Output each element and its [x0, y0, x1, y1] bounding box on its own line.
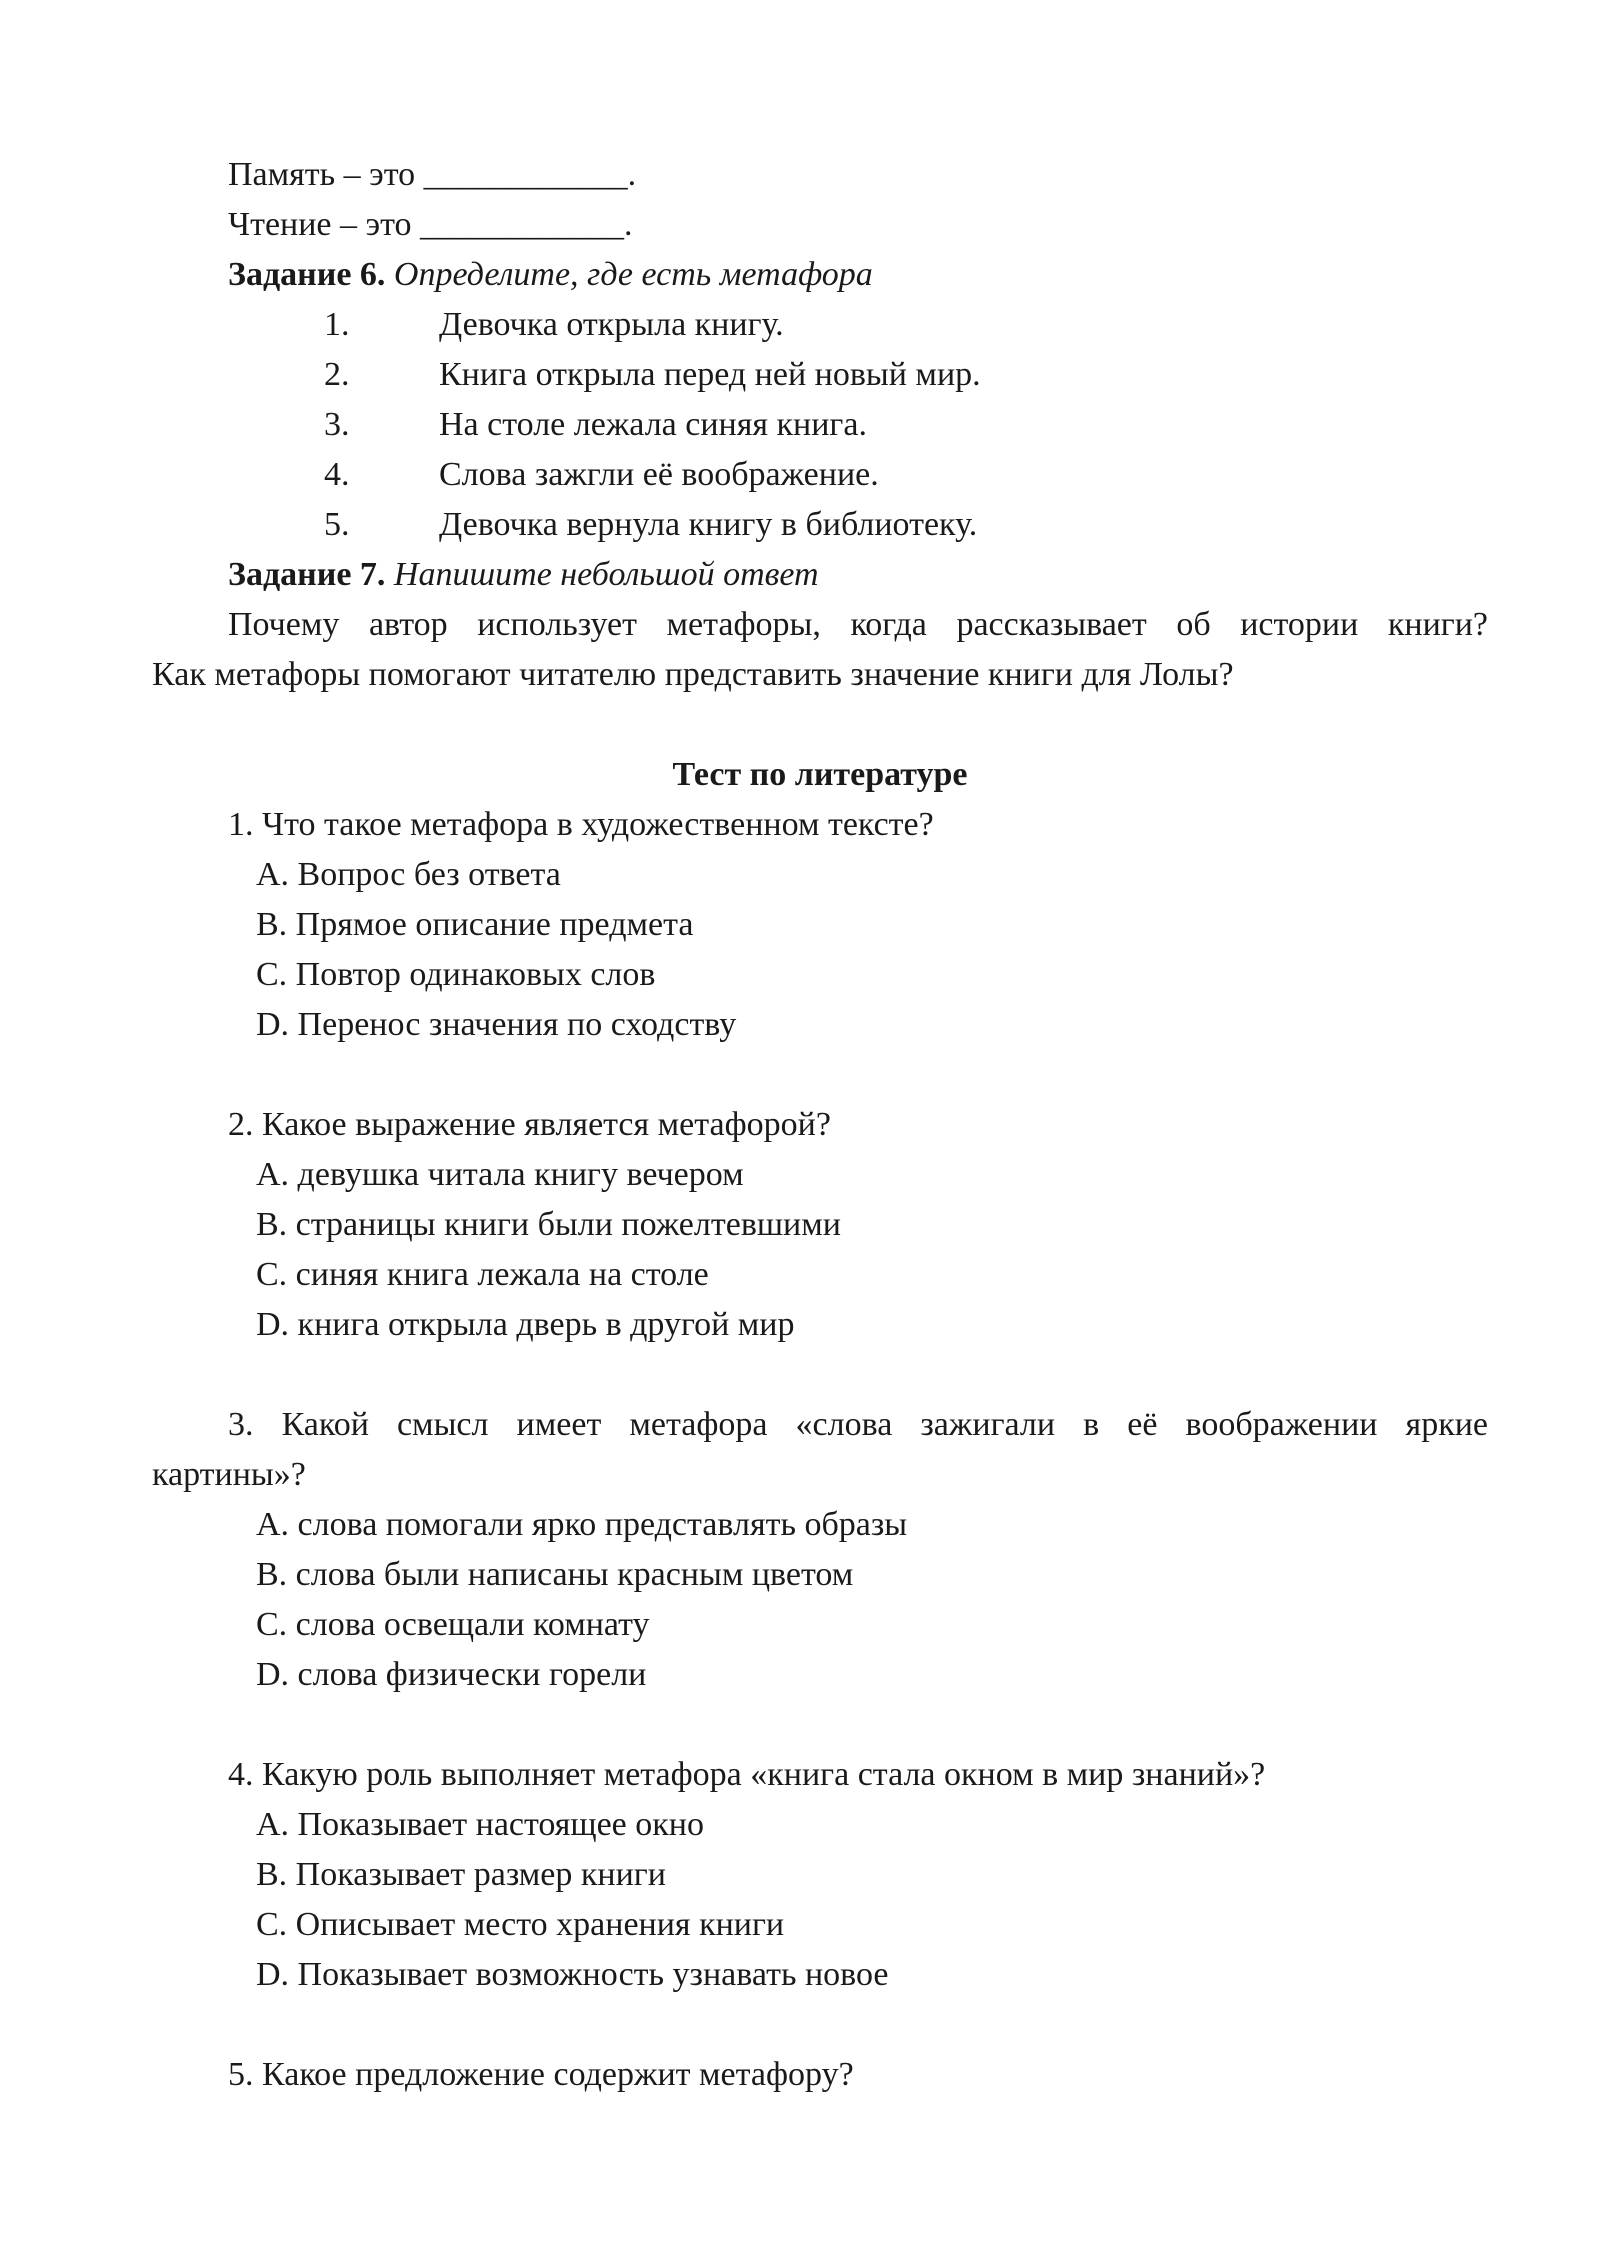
answer-option: B. Показывает размер книги: [256, 1856, 666, 1893]
answer-option: D. слова физически горели: [256, 1656, 647, 1693]
question-text: 1. Что такое метафора в художественном тексте?: [228, 806, 934, 843]
task7-instruction: Напишите небольшой ответ: [393, 556, 819, 593]
answer-option: C. синяя книга лежала на столе: [256, 1256, 709, 1293]
document-content: [152, 150, 1488, 2100]
task7-label: Задание 7.: [228, 556, 386, 593]
task6-item-text: Книга открыла перед ней новый мир.: [439, 356, 981, 393]
task6-item-number: 4.: [324, 456, 350, 493]
answer-option: D. книга открыла дверь в другой мир: [256, 1306, 795, 1343]
task6-item-text: Слова зажгли её воображение.: [439, 456, 879, 493]
task7-question-line2: Как метафоры помогают читателю представить значение книги для Лолы?: [152, 656, 1234, 693]
task6-item-text: Девочка вернула книгу в библиотеку.: [439, 506, 978, 543]
task6-item: [152, 400, 1488, 450]
test-title: Тест по литературе: [672, 756, 968, 793]
answer-option: A. девушка читала книгу вечером: [256, 1156, 744, 1193]
task6-item: [152, 300, 1488, 350]
answer-option: B. Прямое описание предмета: [256, 906, 694, 943]
task6-label: Задание 6.: [228, 256, 386, 293]
question-text-line2: картины»?: [152, 1456, 306, 1493]
task6-item: [152, 350, 1488, 400]
answer-option: C. Повтор одинаковых слов: [256, 956, 656, 993]
question-text: 2. Какое выражение является метафорой?: [228, 1106, 831, 1143]
task6-item: [152, 450, 1488, 500]
task6-item-text: На столе лежала синяя книга.: [439, 406, 867, 443]
task6-item-number: 2.: [324, 356, 350, 393]
answer-option: B. слова были написаны красным цветом: [256, 1556, 854, 1593]
task6-item-number: 5.: [324, 506, 350, 543]
task6-item: [152, 500, 1488, 550]
task6-item-text: Девочка открыла книгу.: [439, 306, 784, 343]
task6-instruction: Определите, где есть метафора: [393, 256, 873, 293]
question-text-line1: 3. Какой смысл имеет метафора «слова зажигали в её воображении яркие: [228, 1406, 1488, 1443]
task6-item-number: 1.: [324, 306, 350, 343]
task6-heading: [152, 250, 1488, 300]
answer-option: C. Описывает место хранения книги: [256, 1906, 785, 1943]
question-text: 5. Какое предложение содержит метафору?: [228, 2056, 854, 2093]
fill-in-memory: Память – это ____________.: [228, 156, 637, 193]
answer-option: B. страницы книги были пожелтевшими: [256, 1206, 841, 1243]
task7-heading: [152, 550, 1488, 600]
answer-option: A. Показывает настоящее окно: [256, 1806, 704, 1843]
answer-option: A. слова помогали ярко представлять образы: [256, 1506, 908, 1543]
question-text: 4. Какую роль выполняет метафора «книга стала окном в мир знаний»?: [228, 1756, 1266, 1793]
answer-option: A. Вопрос без ответа: [256, 856, 561, 893]
answer-option: D. Перенос значения по сходству: [256, 1006, 737, 1043]
task6-item-number: 3.: [324, 406, 350, 443]
answer-option: C. слова освещали комнату: [256, 1606, 650, 1643]
fill-in-reading: Чтение – это ____________.: [228, 206, 633, 243]
task7-question-line1: Почему автор использует метафоры, когда рассказывает об истории книги?: [228, 606, 1488, 643]
answer-option: D. Показывает возможность узнавать новое: [256, 1956, 889, 1993]
